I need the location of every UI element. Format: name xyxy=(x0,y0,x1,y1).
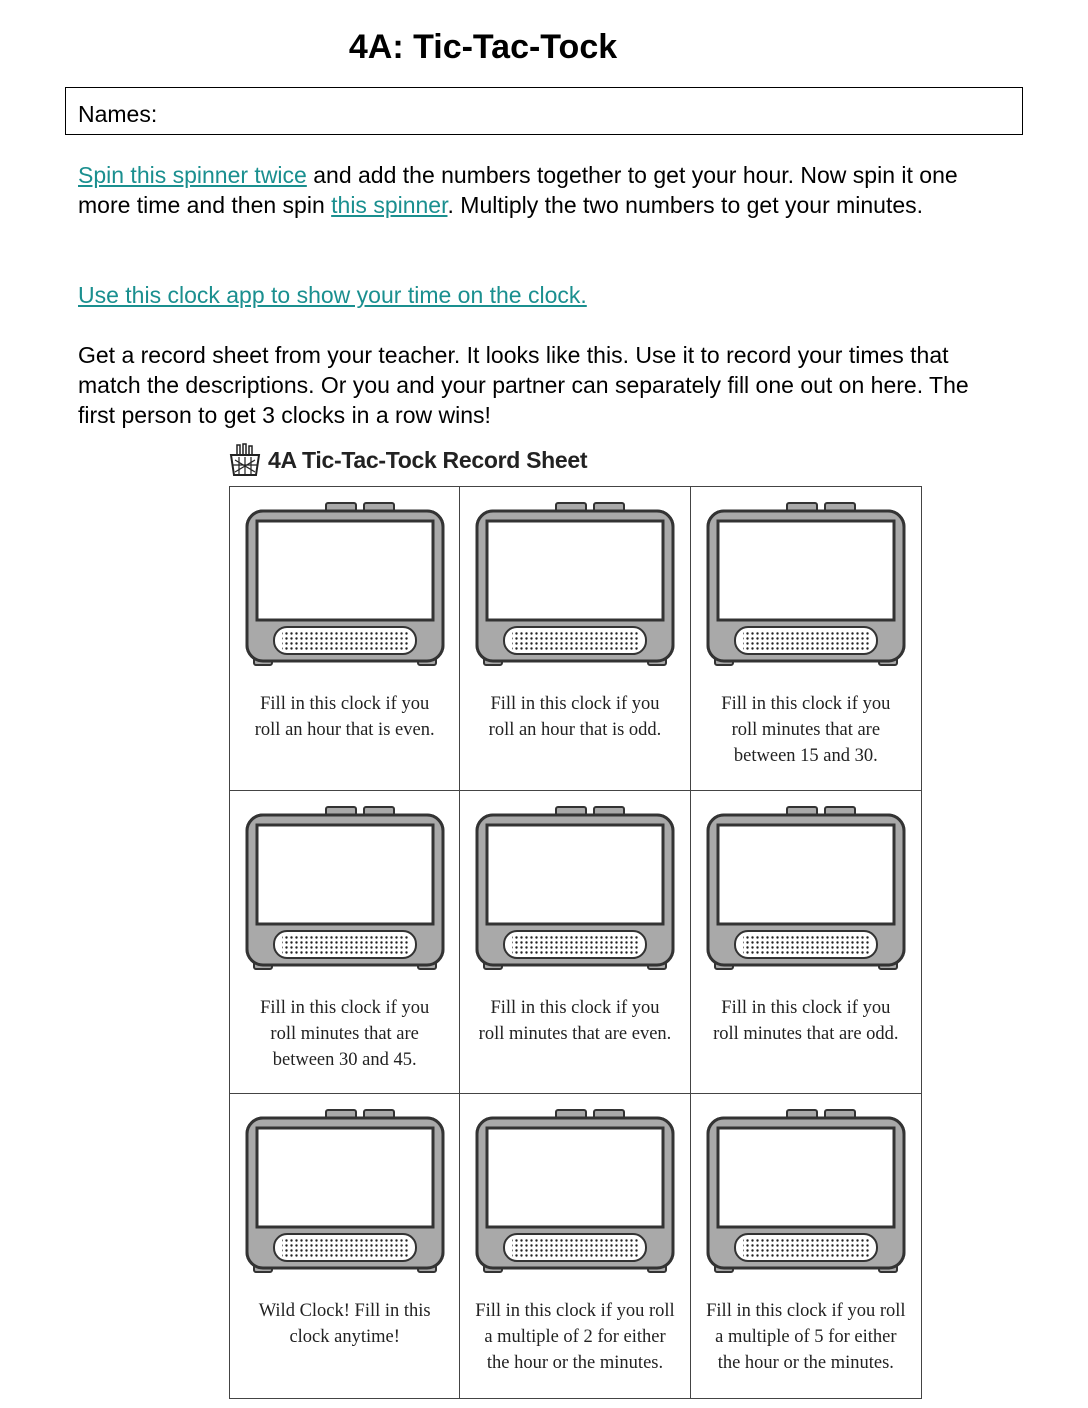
alarm-clock-icon xyxy=(474,501,676,671)
alarm-clock-icon xyxy=(244,1108,446,1278)
spinner-instructions xyxy=(78,160,1008,220)
clock-cell-9[interactable] xyxy=(691,1094,921,1398)
caption-line-3: between 30 and 45. xyxy=(272,1049,417,1070)
pencil-basket-icon xyxy=(228,443,262,477)
caption-line-3: between 15 and 30. xyxy=(733,746,878,766)
clock-cell-8[interactable] xyxy=(460,1094,690,1398)
record-instructions: Get a record sheet from your teacher. It looks like this. Use it to record your times that match the descriptions. Or you and your partner can separately fill one out on here. The first person to get 3 clocks in a row wins! xyxy=(78,342,969,428)
clock-cell-5[interactable] xyxy=(460,791,690,1095)
clock-caption xyxy=(466,995,683,1047)
record-sheet-header xyxy=(228,440,587,480)
clock-caption xyxy=(697,995,915,1047)
record-sheet-grid xyxy=(229,486,922,1399)
alarm-clock-icon xyxy=(474,805,676,975)
caption-line-1: Fill in this clock if you roll xyxy=(706,1301,906,1322)
caption-line-2: roll minutes that are xyxy=(731,720,881,740)
clock-cell-7[interactable] xyxy=(230,1094,460,1398)
names-field[interactable] xyxy=(65,87,1023,135)
caption-line-1: Fill in this clock if you xyxy=(260,694,430,714)
caption-line-2: a multiple of 2 for either xyxy=(484,1327,666,1348)
clock-app-paragraph xyxy=(78,280,1008,310)
caption-line-2: a multiple of 5 for either xyxy=(715,1327,897,1348)
clock-cell-1[interactable] xyxy=(230,487,460,791)
caption-line-2: roll minutes that are even. xyxy=(478,1023,672,1044)
caption-line-1: Fill in this clock if you xyxy=(721,694,891,714)
caption-line-1: Fill in this clock if you xyxy=(721,997,891,1018)
clock-caption xyxy=(236,691,453,743)
caption-line-1: Fill in this clock if you xyxy=(490,997,660,1018)
names-label: Names: xyxy=(78,101,158,127)
caption-line-1: Fill in this clock if you roll xyxy=(475,1301,675,1322)
spinner-link-twice[interactable]: Spin this spinner twice xyxy=(78,162,307,188)
clock-caption xyxy=(697,1298,915,1376)
caption-line-2: clock anytime! xyxy=(289,1327,400,1348)
clock-cell-3[interactable] xyxy=(691,487,921,791)
instructions-text-2: . Multiply the two numbers to get your minutes. xyxy=(447,192,924,218)
caption-line-2: roll an hour that is odd. xyxy=(488,720,662,740)
alarm-clock-icon xyxy=(705,501,907,671)
caption-line-3: the hour or the minutes. xyxy=(717,1353,894,1374)
caption-line-2: roll minutes that are xyxy=(270,1023,419,1044)
alarm-clock-icon xyxy=(244,805,446,975)
caption-line-3: the hour or the minutes. xyxy=(486,1353,664,1374)
alarm-clock-icon xyxy=(705,1108,907,1278)
clock-caption xyxy=(697,691,915,769)
caption-line-1: Fill in this clock if you xyxy=(490,694,660,714)
clock-cell-4[interactable] xyxy=(230,791,460,1095)
alarm-clock-icon xyxy=(705,805,907,975)
caption-line-2: roll minutes that are odd. xyxy=(713,1023,899,1044)
clock-caption xyxy=(466,1298,683,1376)
caption-line-2: roll an hour that is even. xyxy=(254,720,435,740)
spinner-link-multiply[interactable]: this spinner xyxy=(331,192,448,218)
alarm-clock-icon xyxy=(474,1108,676,1278)
clock-caption xyxy=(236,995,453,1073)
clock-cell-6[interactable] xyxy=(691,791,921,1095)
instructions-text-1: and add the numbers together to get your hour. Now spin it one more time and then spin xyxy=(78,162,958,218)
clock-app-link[interactable]: Use this clock app to show your time on the clock. xyxy=(78,282,587,308)
caption-line-1: Wild Clock! Fill in this xyxy=(258,1301,431,1322)
clock-caption xyxy=(466,691,683,743)
clock-caption xyxy=(236,1298,453,1350)
record-sheet-title: 4A Tic-Tac-Tock Record Sheet xyxy=(268,446,588,473)
caption-line-1: Fill in this clock if you xyxy=(260,997,430,1018)
alarm-clock-icon xyxy=(244,501,446,671)
clock-cell-2[interactable] xyxy=(460,487,690,791)
page-title: 4A: Tic-Tac-Tock xyxy=(348,28,618,66)
